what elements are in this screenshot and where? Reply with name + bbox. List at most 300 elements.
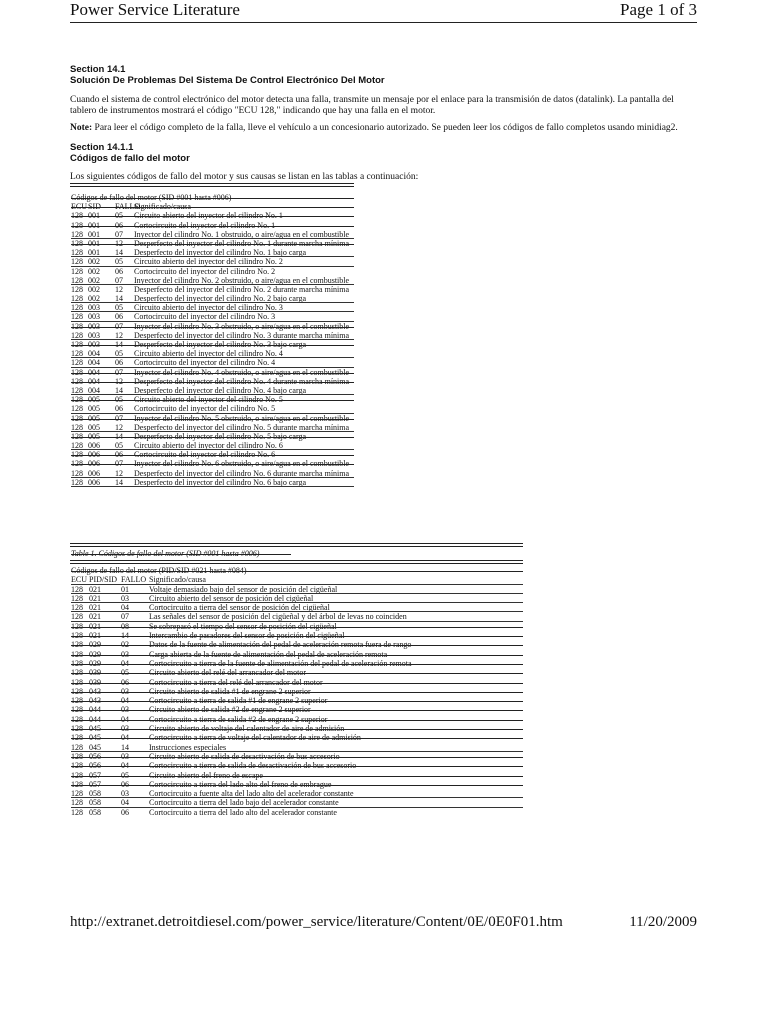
ecu-cell: 128 [71, 742, 83, 752]
table-row [71, 450, 354, 459]
description-cell: Cortocircuito a tierra del lado alto del freno de embrague [149, 779, 332, 789]
table-row [71, 267, 354, 276]
ecu-cell: 128 [71, 686, 83, 696]
table-row [71, 650, 523, 659]
ecu-cell: 128 [71, 640, 83, 650]
description-cell: Cortocircuito a tierra del relé del arrancador del motor [149, 677, 323, 687]
sid-cell: 001 [88, 220, 100, 230]
fault-cell: 05 [115, 441, 123, 451]
table-row [71, 331, 354, 340]
sid-cell: 002 [88, 257, 100, 267]
sid-cell: 001 [88, 248, 100, 258]
table-row [71, 631, 523, 640]
ecu-cell: 128 [71, 431, 83, 441]
description-cell: Circuito abierto del inyector del cilindro No. 2 [134, 257, 283, 267]
ecu-cell: 128 [71, 376, 83, 386]
source-url: http://extranet.detroitdiesel.com/power_service/literature/Content/0E/0E0F01.htm [70, 914, 563, 930]
description-cell: Desperfecto del inyector del cilindro No. 2 bajo carga [134, 294, 307, 304]
ecu-cell: 128 [71, 677, 83, 687]
table-row [71, 230, 354, 239]
table-row [71, 469, 354, 478]
fault-cell: 03 [121, 649, 129, 659]
ecu-cell: 128 [71, 211, 83, 221]
sid-cell: 004 [88, 376, 100, 386]
fault-cell: 03 [121, 789, 129, 799]
table-title-text: Códigos de fallo del motor (SID #001 hasta #006) [71, 193, 232, 202]
ecu-cell: 128 [71, 621, 83, 631]
table-row [71, 211, 354, 220]
table-row [71, 612, 523, 621]
ecu-cell: 128 [71, 658, 83, 668]
description-cell: Instrucciones especiales [149, 742, 227, 752]
ecu-cell: 128 [71, 459, 83, 469]
description-cell: Voltaje demasiado bajo del sensor de posición del cigüeñal [149, 584, 338, 594]
ecu-cell: 128 [71, 631, 83, 641]
sid-cell: 021 [89, 612, 101, 622]
table1-bottom-border [70, 543, 523, 547]
ecu-cell: 128 [71, 751, 83, 761]
description-cell: Desperfecto del inyector del cilindro No. 6 bajo carga [134, 477, 307, 487]
sid-cell: 003 [88, 312, 100, 322]
description-cell: Intercambio de pasadores del sensor de posición del cigüeñal [149, 631, 345, 641]
note-text: Para leer el código completo de la falla, lleve el vehículo a un concesionario autorizado. Se pueden leer los códigos de fallo completos usando minidiag2. [92, 123, 678, 133]
description-cell: Cortocircuito a tierra del sensor de posición del cigüeñal [149, 603, 330, 613]
ecu-cell: 128 [71, 789, 83, 799]
sid-cell: 058 [89, 789, 101, 799]
description-cell: Cortocircuito a fuente alta del lado alto del acelerador constante [149, 789, 354, 799]
column-header: SID [88, 202, 101, 212]
fault-cell: 06 [115, 220, 123, 230]
ecu-cell: 128 [71, 770, 83, 780]
sid-cell: 058 [89, 807, 101, 817]
fault-cell: 12 [115, 376, 123, 386]
ecu-cell: 128 [71, 714, 83, 724]
table-row [71, 789, 523, 798]
sid-cell: 004 [88, 349, 100, 359]
section-heading-14-1-1 [70, 142, 190, 164]
fault-cell: 12 [115, 238, 123, 248]
table-row [71, 780, 523, 789]
description-cell: Circuito abierto de voltaje del calentador de aire de admisión [149, 724, 345, 734]
fault-cell: 12 [115, 330, 123, 340]
intro-paragraph: Cuando el sistema de control electrónico del motor detecta una falla, transmite un mensaje por el enlace para la transmisión de datos (datalink). La pantalla del tablero de instrumentos mostrará el código "ECU 128," indicando que hay una falla en el motor. [70, 95, 674, 116]
sid-cell: 002 [88, 266, 100, 276]
sid-cell: 056 [89, 761, 101, 771]
sid-cell: 006 [88, 459, 100, 469]
ecu-cell: 128 [71, 477, 83, 487]
description-cell: Circuito abierto del inyector del cilindro No. 4 [134, 349, 283, 359]
fault-cell: 03 [121, 724, 129, 734]
table-row [71, 441, 354, 450]
description-cell: Circuito abierto de salida de desactivación de bus accesorio [149, 751, 340, 761]
ecu-cell: 128 [71, 441, 83, 451]
description-cell: Desperfecto del inyector del cilindro No. 3 bajo carga [134, 340, 307, 349]
table-row [71, 414, 354, 423]
description-cell: Desperfecto del inyector del cilindro No. 4 durante marcha mínima [134, 376, 350, 386]
sid-cell: 006 [88, 477, 100, 487]
ecu-cell: 128 [71, 705, 83, 715]
ecu-cell: 128 [71, 468, 83, 478]
description-cell: Inyector del cilindro No. 1 obstruido, o aire/agua en el combustible [134, 229, 350, 239]
sid-cell: 005 [88, 395, 100, 405]
fault-cell: 03 [121, 705, 129, 715]
sid-cell: 045 [89, 724, 101, 734]
table-header-row [71, 575, 523, 584]
sid-cell: 003 [88, 303, 100, 313]
ecu-cell: 128 [71, 761, 83, 771]
table-row [71, 478, 354, 487]
section-number: Section 14.1.1 [70, 142, 134, 153]
table-row [71, 668, 523, 677]
sid-cell: 005 [88, 404, 100, 414]
section-title: Códigos de fallo del motor [70, 153, 190, 164]
ecu-cell: 128 [71, 294, 83, 304]
description-cell: Circuito abierto del sensor de posición del cigüeñal [149, 593, 314, 603]
fault-cell: 06 [115, 312, 123, 322]
ecu-cell: 128 [71, 248, 83, 258]
ecu-cell: 128 [71, 303, 83, 313]
table-row [71, 678, 523, 687]
ecu-cell: 128 [71, 395, 83, 405]
sid-cell: 058 [89, 798, 101, 808]
fault-cell: 03 [121, 593, 129, 603]
table-row [71, 687, 523, 696]
ecu-cell: 128 [71, 649, 83, 659]
table-row [71, 404, 354, 413]
sid-cell: 006 [88, 450, 100, 460]
description-cell: Desperfecto del inyector del cilindro No. 1 durante marcha mínima [134, 238, 350, 248]
column-header: Significado/causa [149, 575, 206, 585]
table-row [71, 696, 523, 705]
description-cell: Circuito abierto del inyector del cilindro No. 1 [134, 211, 283, 221]
sid-cell: 005 [88, 422, 100, 432]
fault-cell: 04 [121, 733, 129, 743]
fault-cell: 14 [115, 294, 123, 304]
sid-cell: 029 [89, 649, 101, 659]
ecu-cell: 128 [71, 257, 83, 267]
description-cell: Cortocircuito a tierra de voltaje del calentador de aire de admisión [149, 733, 361, 743]
fault-cell: 06 [115, 358, 123, 368]
description-cell: Circuito abierto del relé del arrancador del motor [149, 668, 307, 678]
description-cell: Desperfecto del inyector del cilindro No. 2 durante marcha mínima [134, 284, 350, 294]
ecu-cell: 128 [71, 220, 83, 230]
fault-cell: 04 [121, 798, 129, 808]
description-cell: Circuito abierto del inyector del cilindro No. 3 [134, 303, 283, 313]
tables-intro: Los siguientes códigos de fallo del motor y sus causas se listan en las tablas a continuación: [70, 172, 419, 182]
fault-cell: 07 [115, 413, 123, 423]
ecu-cell: 128 [71, 358, 83, 368]
table-row [71, 221, 354, 230]
description-cell: Cortocircuito del inyector del cilindro No. 5 [134, 404, 276, 414]
ecu-cell: 128 [71, 779, 83, 789]
fault-cell: 14 [115, 340, 123, 349]
sid-cell: 044 [89, 705, 101, 715]
table-title-text: Códigos de fallo del motor (PID/SID #021 hasta #084) [71, 566, 247, 575]
table-row [71, 659, 523, 668]
fault-cell: 14 [121, 742, 129, 752]
table-row [71, 771, 523, 780]
ecu-cell: 128 [71, 229, 83, 239]
column-header: FALLO [121, 575, 147, 585]
table-header-row [71, 202, 354, 211]
table-row [71, 294, 354, 303]
table-row [71, 715, 523, 724]
ecu-cell: 128 [71, 275, 83, 285]
table1-caption: Table 1. Códigos de fallo del motor (SID #001 hasta #006) [71, 549, 521, 558]
sid-cell: 021 [89, 603, 101, 613]
section-number: Section 14.1 [70, 64, 126, 75]
fault-cell: 04 [121, 696, 129, 706]
section-title: Solución De Problemas Del Sistema De Control Electrónico Del Motor [70, 75, 385, 86]
description-cell: Cortocircuito a tierra del lado bajo del acelerador constante [149, 798, 339, 808]
ecu-cell: 128 [71, 367, 83, 377]
table-row [71, 705, 523, 714]
ecu-cell: 128 [71, 422, 83, 432]
fault-cell: 04 [121, 658, 129, 668]
fault-cell: 07 [115, 321, 123, 331]
description-cell: Cortocircuito del inyector del cilindro No. 1 [134, 220, 276, 230]
sid-cell: 002 [88, 275, 100, 285]
fault-cell: 03 [121, 686, 129, 696]
ecu-cell: 128 [71, 284, 83, 294]
fault-cell: 12 [115, 284, 123, 294]
table2-top-border [70, 560, 523, 564]
description-cell: Datos de la fuente de alimentación del pedal de aceleración remota fuera de rango [149, 640, 412, 650]
sid-cell: 057 [89, 779, 101, 789]
sid-cell: 045 [89, 733, 101, 743]
ecu-cell: 128 [71, 349, 83, 359]
fault-cell: 05 [115, 211, 123, 221]
table-row [71, 368, 354, 377]
table-row [71, 322, 354, 331]
table-row [71, 459, 354, 468]
page-header-title: Power Service Literature [70, 0, 240, 19]
table-row [71, 761, 523, 770]
ecu-cell: 128 [71, 668, 83, 678]
description-cell: Cortocircuito a tierra de salida de desactivación de bus accesorio [149, 761, 357, 771]
fault-cell: 04 [121, 714, 129, 724]
sid-cell: 006 [88, 441, 100, 451]
fault-cell: 05 [121, 770, 129, 780]
table-row [71, 594, 523, 603]
fault-cell: 05 [115, 303, 123, 313]
description-cell: Cortocircuito a tierra del lado alto del acelerador constante [149, 807, 337, 817]
fault-cell: 06 [115, 266, 123, 276]
sid-cell: 029 [89, 640, 101, 650]
fault-cell: 01 [121, 584, 129, 594]
table-row [71, 377, 354, 386]
table-row [71, 349, 354, 358]
description-cell: Cortocircuito a tierra de salida #2 de engrane 2 superior [149, 714, 328, 724]
fault-code-table-2 [71, 566, 523, 817]
description-cell: Inyector del cilindro No. 3 obstruido, o aire/agua en el combustible [134, 321, 350, 331]
ecu-cell: 128 [71, 612, 83, 622]
sid-cell: 002 [88, 284, 100, 294]
ecu-cell: 128 [71, 340, 83, 349]
page-number: Page 1 of 3 [620, 0, 697, 19]
table-row [71, 603, 523, 612]
fault-cell: 06 [115, 450, 123, 460]
sid-cell: 043 [89, 696, 101, 706]
ecu-cell: 128 [71, 724, 83, 734]
table-row [71, 340, 354, 349]
fault-cell: 07 [115, 367, 123, 377]
table-row [71, 358, 354, 367]
fault-cell: 07 [121, 612, 129, 622]
ecu-cell: 128 [71, 266, 83, 276]
description-cell: Desperfecto del inyector del cilindro No. 5 bajo carga [134, 431, 307, 441]
ecu-cell: 128 [71, 603, 83, 613]
table-row [71, 808, 523, 817]
table-row [71, 312, 354, 321]
ecu-cell: 128 [71, 312, 83, 322]
fault-cell: 05 [115, 349, 123, 359]
ecu-cell: 128 [71, 321, 83, 331]
table-row [71, 248, 354, 257]
description-cell: Cortocircuito del inyector del cilindro No. 2 [134, 266, 276, 276]
fault-cell: 02 [121, 640, 129, 650]
fault-cell: 04 [121, 603, 129, 613]
fault-cell: 05 [121, 668, 129, 678]
fault-cell: 04 [121, 761, 129, 771]
sid-cell: 044 [89, 714, 101, 724]
description-cell: Desperfecto del inyector del cilindro No. 5 durante marcha mínima [134, 422, 350, 432]
description-cell: Circuito abierto de salida #2 de engrane 2 superior [149, 705, 311, 715]
fault-cell: 07 [115, 275, 123, 285]
description-cell: Las señales del sensor de posición del cigüeñal y del árbol de levas no coinciden [149, 612, 407, 622]
fault-cell: 14 [115, 477, 123, 487]
table-row [71, 423, 354, 432]
table-row [71, 743, 523, 752]
table-row [71, 640, 523, 649]
table-row [71, 724, 523, 733]
description-cell: Se sobrepasó el tiempo del sensor de posición del cigüeñal [149, 621, 337, 631]
sid-cell: 021 [89, 593, 101, 603]
sid-cell: 004 [88, 358, 100, 368]
ecu-cell: 128 [71, 413, 83, 423]
description-cell: Cortocircuito a tierra de salida #1 de engrane 2 superior [149, 696, 328, 706]
table-row [71, 622, 523, 631]
fault-cell: 08 [121, 621, 129, 631]
fault-cell: 14 [115, 431, 123, 441]
column-header: FALLO [115, 202, 141, 212]
column-header: Significado/causa [134, 202, 191, 212]
table-title [71, 193, 354, 202]
description-cell: Circuito abierto del freno de escape [149, 770, 263, 780]
sid-cell: 029 [89, 658, 101, 668]
fault-cell: 06 [121, 779, 129, 789]
header-divider [70, 22, 697, 23]
table-row [71, 798, 523, 807]
ecu-cell: 128 [71, 733, 83, 743]
description-cell: Inyector del cilindro No. 2 obstruido, o aire/agua en el combustible [134, 275, 350, 285]
fault-code-table-1 [71, 193, 354, 487]
sid-cell: 006 [88, 468, 100, 478]
sid-cell: 057 [89, 770, 101, 780]
column-header: ECU [71, 575, 87, 585]
ecu-cell: 128 [71, 450, 83, 460]
sid-cell: 005 [88, 413, 100, 423]
sid-cell: 001 [88, 238, 100, 248]
description-cell: Cortocircuito a tierra de la fuente de alimentación del pedal de aceleración remota [149, 658, 412, 668]
table-row [71, 257, 354, 266]
description-cell: Circuito abierto del inyector del cilindro No. 6 [134, 441, 283, 451]
sid-cell: 005 [88, 431, 100, 441]
table1-top-border [70, 183, 354, 187]
print-date: 11/20/2009 [629, 914, 697, 930]
table-row [71, 386, 354, 395]
description-cell: Cortocircuito del inyector del cilindro No. 4 [134, 358, 276, 368]
fault-cell: 07 [115, 229, 123, 239]
fault-cell: 14 [121, 631, 129, 641]
sid-cell: 039 [89, 668, 101, 678]
fault-cell: 12 [115, 468, 123, 478]
sid-cell: 043 [89, 686, 101, 696]
ecu-cell: 128 [71, 238, 83, 248]
ecu-cell: 128 [71, 798, 83, 808]
sid-cell: 001 [88, 211, 100, 221]
description-cell: Cortocircuito del inyector del cilindro No. 6 [134, 450, 276, 460]
sid-cell: 056 [89, 751, 101, 761]
ecu-cell: 128 [71, 385, 83, 395]
table-row [71, 303, 354, 312]
fault-cell: 05 [115, 395, 123, 405]
column-header: ECU [71, 202, 87, 212]
table-row [71, 276, 354, 285]
description-cell: Desperfecto del inyector del cilindro No. 4 bajo carga [134, 385, 307, 395]
fault-cell: 06 [115, 404, 123, 414]
sid-cell: 021 [89, 621, 101, 631]
sid-cell: 002 [88, 294, 100, 304]
sid-cell: 003 [88, 321, 100, 331]
table-row [71, 239, 354, 248]
description-cell: Carga abierta de la fuente de alimentación del pedal de aceleración remota [149, 649, 388, 659]
sid-cell: 004 [88, 385, 100, 395]
sid-cell: 004 [88, 367, 100, 377]
sid-cell: 039 [89, 677, 101, 687]
sid-cell: 021 [89, 584, 101, 594]
table-row [71, 432, 354, 441]
description-cell: Desperfecto del inyector del cilindro No. 6 durante marcha mínima [134, 468, 350, 478]
ecu-cell: 128 [71, 330, 83, 340]
ecu-cell: 128 [71, 584, 83, 594]
fault-cell: 06 [121, 677, 129, 687]
description-cell: Desperfecto del inyector del cilindro No. 3 durante marcha mínima [134, 330, 350, 340]
fault-cell: 05 [115, 257, 123, 267]
fault-cell: 12 [115, 422, 123, 432]
note-paragraph [70, 123, 700, 134]
fault-cell: 03 [121, 751, 129, 761]
table-row [71, 285, 354, 294]
description-cell: Circuito abierto de salida #1 de engrane 2 superior [149, 686, 311, 696]
ecu-cell: 128 [71, 696, 83, 706]
description-cell: Inyector del cilindro No. 5 obstruido, o aire/agua en el combustible [134, 413, 350, 423]
fault-cell: 06 [121, 807, 129, 817]
sid-cell: 003 [88, 330, 100, 340]
fault-cell: 07 [115, 459, 123, 469]
sid-cell: 045 [89, 742, 101, 752]
table-title [71, 566, 523, 575]
column-header: PID/SID [89, 575, 118, 585]
sid-cell: 003 [88, 340, 100, 349]
description-cell: Circuito abierto del inyector del cilindro No. 5 [134, 395, 283, 405]
description-cell: Desperfecto del inyector del cilindro No. 1 bajo carga [134, 248, 307, 258]
table-row [71, 395, 354, 404]
ecu-cell: 128 [71, 593, 83, 603]
section-heading-14-1 [70, 64, 385, 86]
table-row [71, 752, 523, 761]
note-label: Note: [70, 123, 93, 133]
